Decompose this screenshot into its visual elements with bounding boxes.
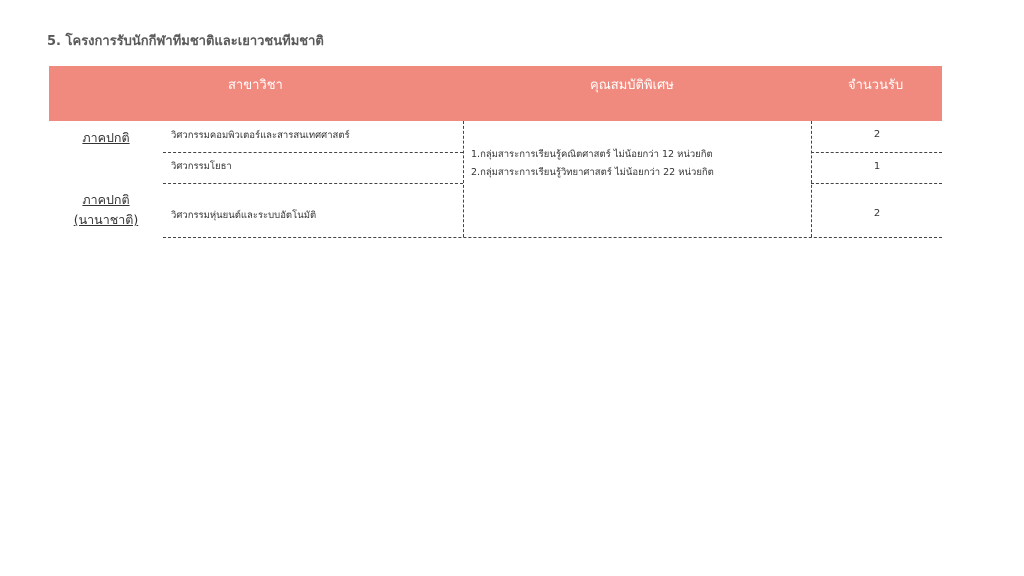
page-title: 5. โครงการรับนักกีฬาทีมชาติและเยาวชนทีมชาติ (47, 34, 324, 49)
column-divider-1 (463, 121, 464, 237)
qualification-item: 1.กลุ่มสาระการเรียนรู้คณิตศาสตร์ ไม่น้อยกว่า 12 หน่วยกิต (471, 149, 713, 160)
table-row-count: 2 (873, 208, 881, 219)
table-row-subject: วิศวกรรมโยธา (171, 161, 232, 172)
table-bottom-border (163, 237, 942, 238)
program-international-label (49, 190, 163, 230)
program-international-line1: ภาคปกติ (82, 192, 130, 207)
row-divider-subject-1 (163, 152, 463, 153)
row-divider-count-2 (811, 183, 942, 184)
table-row-count: 2 (873, 129, 881, 140)
table-row-subject: วิศวกรรมหุ่นยนต์และระบบอัตโนมัติ (171, 210, 317, 221)
header-count: จำนวนรับ (848, 78, 904, 93)
program-international-line2: (นานาชาติ) (73, 212, 139, 227)
row-divider-subject-2 (163, 183, 463, 184)
program-regular-label: ภาคปกติ (82, 130, 130, 145)
table-header-band (49, 66, 942, 121)
table-row-subject: วิศวกรรมคอมพิวเตอร์และสารสนเทศศาสตร์ (171, 130, 350, 141)
header-qualification: คุณสมบัติพิเศษ (590, 78, 674, 93)
row-divider-count-1 (811, 152, 942, 153)
header-subject: สาขาวิชา (228, 78, 283, 93)
qualification-item: 2.กลุ่มสาระการเรียนรู้วิทยาศาสตร์ ไม่น้อยกว่า 22 หน่วยกิต (471, 167, 714, 178)
table-row-count: 1 (873, 161, 881, 172)
